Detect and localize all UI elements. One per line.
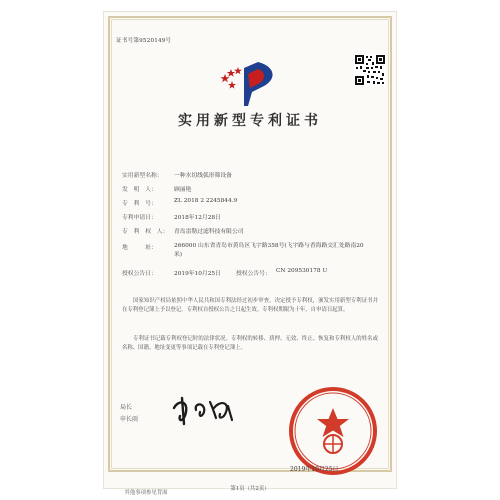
field-value-patentee: 青岛雷勒过滤科技有限公司: [174, 229, 244, 235]
field-label-inventor: 发 明 人：: [122, 187, 157, 193]
field-label-address: 地 址：: [122, 245, 157, 251]
field-label-application-date: 专利申请日：: [122, 215, 157, 221]
official-seal-icon: [288, 386, 378, 476]
field-label-grant-date: 授权公告日：: [122, 271, 157, 277]
field-value-application-date: 2018年12月28日: [174, 215, 221, 221]
field-label-patentee: 专 利 权 人：: [122, 229, 169, 235]
signature-image: [168, 390, 238, 430]
field-value-inventor: 顾丽艳: [174, 187, 192, 193]
field-value-model-name: 一种水切线弧形筛设备: [174, 173, 232, 179]
qr-code-icon: [354, 54, 386, 86]
certificate-paper: [104, 12, 396, 492]
field-label-model-name: 实用新型名称：: [122, 173, 163, 179]
page-footer: 第1页（共2页）: [230, 486, 270, 492]
field-value-auth-no: CN 209530178 U: [276, 268, 328, 274]
seal-date: 2019年10月25日: [290, 466, 339, 473]
field-value-patent-no: ZL 2018 2 2245844.9: [174, 198, 238, 204]
body-paragraph-2: 专利证书记载专利权登记时的法律状况。专利权的转移、质押、无效、终止、恢复和专利权人的姓名或名称、国籍、地址变更等事项记载在专利登记簿上。: [122, 336, 378, 352]
certificate-title: 实用新型专利证书: [178, 113, 322, 129]
signatory-title: 局长: [120, 404, 133, 411]
field-label-auth-no: 授权公告号：: [236, 271, 271, 277]
field-value-address: 266000 山东省青岛市黄岛区飞宇路358号(飞宇路与香海路交汇处路南20米): [174, 243, 364, 258]
signatory-name: 申长雨: [120, 416, 139, 423]
body-paragraph-1: 国家知识产权局依照中华人民共和国专利法经过初步审查，决定授予专利权，颁发实用新型专利证书并在专利登记簿上予以登记。专利权自授权公告之日起生效。专利权期限为十年，自申请日起算。: [122, 298, 378, 314]
cert-number: 证书号第9520149号: [116, 38, 172, 44]
back-note: 其他事项参见背面: [124, 490, 168, 496]
field-value-grant-date: 2019年10月25日: [174, 271, 221, 277]
field-label-patent-no: 专 利 号：: [122, 201, 157, 207]
patent-office-emblem-icon: [218, 60, 282, 108]
